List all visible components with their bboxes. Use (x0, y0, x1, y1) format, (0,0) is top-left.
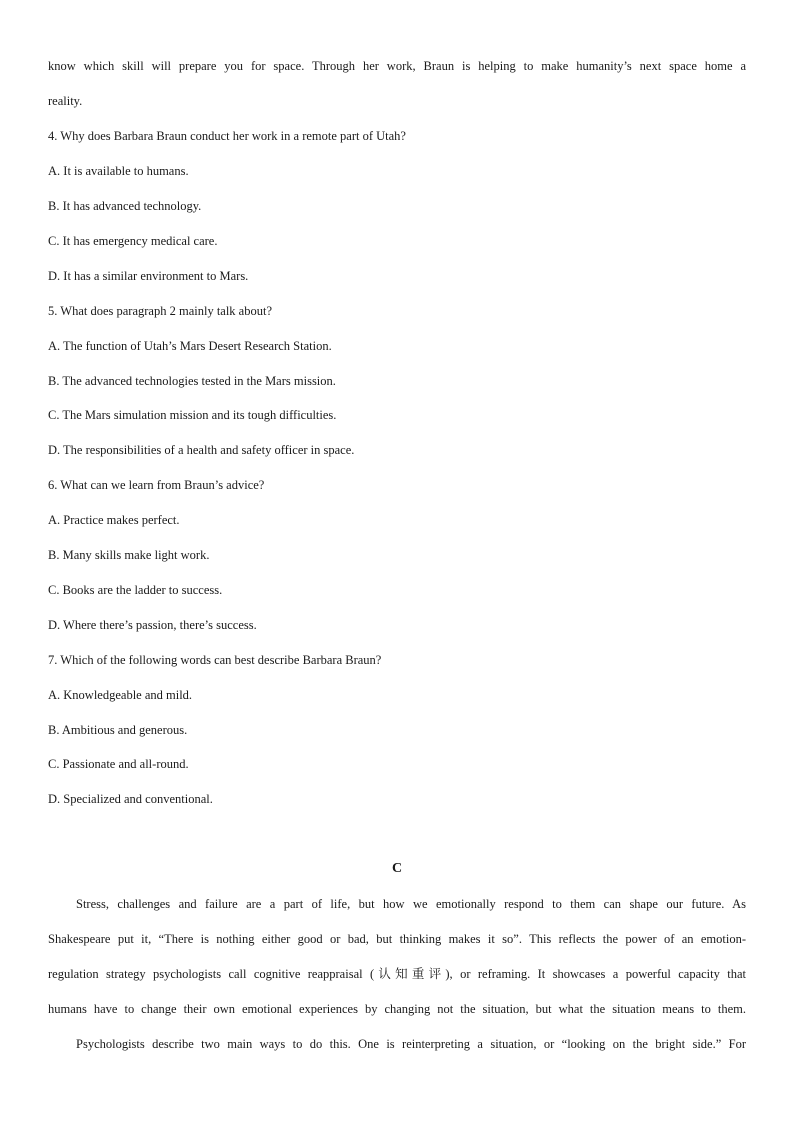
question-7-option-b: B. Ambitious and generous. (48, 723, 188, 737)
section-c-paragraph-1-line-4: humans have to change their own emotional experiences by changing not the situation, but what the situation means to them. (48, 1002, 746, 1016)
section-c-paragraph-1-line-1: Stress, challenges and failure are a part of life, but how we emotionally respond to them can shape our future. As (76, 897, 746, 911)
question-4-option-c: C. It has emergency medical care. (48, 234, 218, 248)
question-7-option-c: C. Passionate and all-round. (48, 757, 189, 771)
question-6-option-a: A. Practice makes perfect. (48, 513, 180, 527)
question-7-stem: 7. Which of the following words can best describe Barbara Braun? (48, 653, 382, 667)
question-6-option-c: C. Books are the ladder to success. (48, 583, 223, 597)
section-c-paragraph-1-line-2: Shakespeare put it, “There is nothing either good or bad, but thinking makes it so”. This reflects the power of an emotion- (48, 932, 746, 946)
question-7-option-a: A. Knowledgeable and mild. (48, 688, 193, 702)
question-5-option-d: D. The responsibilities of a health and safety officer in space. (48, 443, 355, 457)
question-5-option-b: B. The advanced technologies tested in the Mars mission. (48, 374, 336, 388)
question-7-option-d: D. Specialized and conventional. (48, 792, 213, 806)
section-heading-c: C (391, 861, 403, 876)
question-5-option-c: C. The Mars simulation mission and its tough difficulties. (48, 408, 337, 422)
question-5-option-a: A. The function of Utah’s Mars Desert Research Station. (48, 339, 332, 353)
question-6-option-d: D. Where there’s passion, there’s success. (48, 618, 257, 632)
section-c-paragraph-1-line-3: regulation strategy psychologists call cognitive reappraisal (认知重评), or reframing. It showcases a powerful capacity that (48, 967, 746, 981)
question-4-option-a: A. It is available to humans. (48, 164, 189, 178)
passage-b-line-2: reality. (48, 94, 83, 108)
question-4-stem: 4. Why does Barbara Braun conduct her work in a remote part of Utah? (48, 129, 406, 143)
question-4-option-b: B. It has advanced technology. (48, 199, 202, 213)
question-6-option-b: B. Many skills make light work. (48, 548, 210, 562)
question-6-stem: 6. What can we learn from Braun’s advice? (48, 478, 265, 492)
question-4-option-d: D. It has a similar environment to Mars. (48, 269, 249, 283)
section-c-paragraph-2-line-1: Psychologists describe two main ways to do this. One is reinterpreting a situation, or “looking on the bright side.” For (76, 1037, 746, 1051)
question-5-stem: 5. What does paragraph 2 mainly talk about? (48, 304, 273, 318)
passage-b-line-1: know which skill will prepare you for space. Through her work, Braun is helping to make humanity’s next space home a (48, 59, 746, 73)
